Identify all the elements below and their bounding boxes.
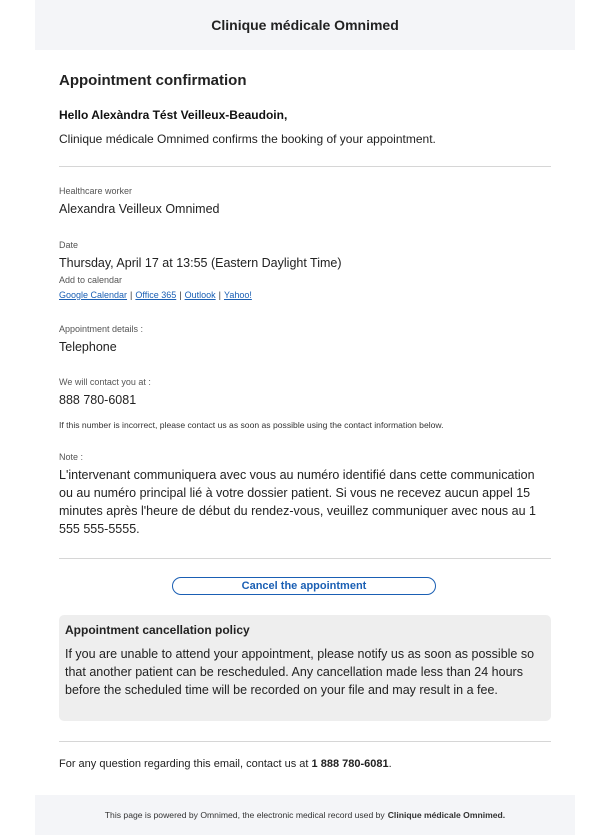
note-text: L'intervenant communiquera avec vous au numéro identifié dans cette communication ou au numéro principal lié à votre dossier patient. Si vous ne recevez aucun appel 15 minutes après l'heure de début du rendez-vous, veuillez communiquer avec nous au 1 555 555-5555. [59,468,536,536]
powered-by-footer [35,795,575,835]
date-value: Thursday, April 17 at 13:55 (Eastern Daylight Time) [59,256,342,270]
link-separator: | [179,290,182,300]
contact-footer-text: For any question regarding this email, contact us at [59,758,309,770]
appointment-details-value: Telephone [59,340,117,354]
calendar-links [59,290,252,300]
divider [59,166,551,167]
link-separator: | [130,290,133,300]
note-label: Note : [59,452,84,462]
greeting: Hello Alexàndra Tést Veilleux-Beaudoin, [59,108,288,122]
cancellation-policy-box [59,615,551,721]
contact-footer-phone: 1 888 780-6081 [311,758,389,770]
appointment-details-label: Appointment details : [59,324,144,334]
yahoo-link[interactable]: Yahoo! [223,290,252,300]
contact-label: We will contact you at : [59,377,151,387]
divider [59,741,551,742]
intro-text: Clinique médicale Omnimed confirms the booking of your appointment. [59,132,436,146]
calendar-label: Add to calendar [59,275,123,285]
date-label: Date [59,240,79,250]
incorrect-number-note: If this number is incorrect, please contact us as soon as possible using the contact information below. [59,420,444,430]
contact-footer-suffix: . [388,758,392,770]
contact-footer [59,758,392,770]
worker-label: Healthcare worker [59,186,133,196]
link-separator: | [218,290,221,300]
footer-text: This page is powered by Omnimed, the electronic medical record used by [104,810,385,820]
clinic-name: Clinique médicale Omnimed [211,17,399,33]
footer-clinic: Clinique médicale Omnimed. [387,810,506,820]
worker-value: Alexandra Veilleux Omnimed [59,202,220,216]
policy-title: Appointment cancellation policy [65,623,250,637]
email-container [35,0,575,835]
email-card [35,50,575,795]
google-calendar-link[interactable]: Google Calendar [59,290,128,300]
contact-phone: 888 780-6081 [59,393,137,407]
outlook-link[interactable]: Outlook [184,290,216,300]
office365-link[interactable]: Office 365 [135,290,177,300]
page-title: Appointment confirmation [59,72,247,89]
policy-text: If you are unable to attend your appointment, please notify us as soon as possible so that another patient can be rescheduled. Any cancellation made less than 24 hours before the scheduled time will be recorded on your file and may result in a fee. [65,647,535,697]
cancel-appointment-button[interactable]: Cancel the appointment [172,577,436,595]
email-header [35,0,575,50]
divider [59,558,551,559]
